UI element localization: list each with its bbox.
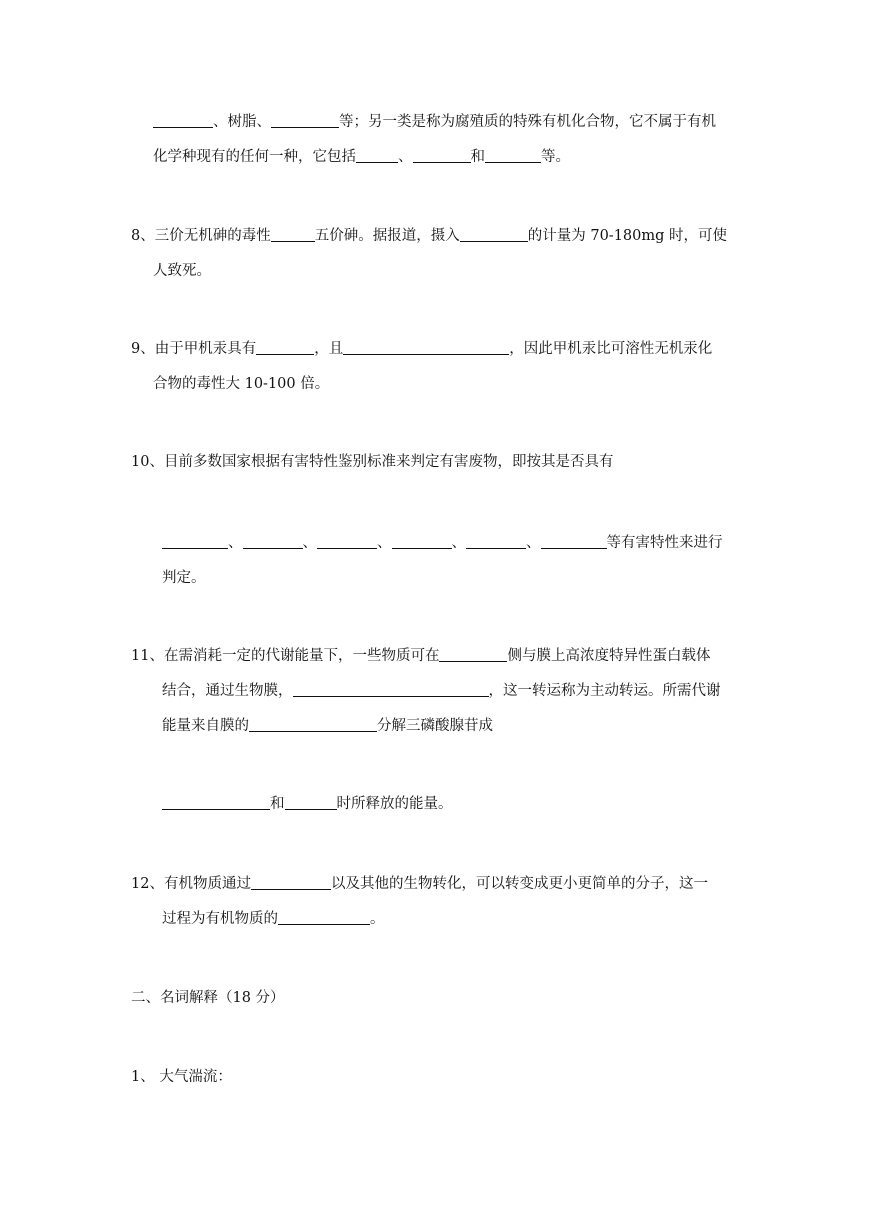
answer-blank[interactable] bbox=[285, 794, 337, 810]
answer-blank[interactable] bbox=[439, 646, 507, 662]
q8-line2: 人致死。 bbox=[153, 263, 211, 279]
answer-blank[interactable] bbox=[541, 533, 607, 549]
answer-blank[interactable] bbox=[271, 226, 315, 242]
q7-line2: 化学种现有的任何一种，它包括 、 和 等。 bbox=[153, 149, 570, 165]
q10-line1: 10、目前多数国家根据有害特性鉴别标准来判定有害废物，即按其是否具有 bbox=[131, 454, 614, 470]
q8-line1: 8、三价无机砷的毒性 五价砷。据报道，摄入 的计量为 70-180mg 时，可使 bbox=[131, 228, 728, 244]
answer-blank[interactable] bbox=[162, 794, 270, 810]
answer-blank[interactable] bbox=[356, 147, 398, 163]
q12-line2: 过程为有机物质的 。 bbox=[162, 911, 385, 927]
q10-line3: 判定。 bbox=[162, 570, 206, 586]
q11-line2: 结合，通过生物膜， ，这一转运称为主动转运。所需代谢 bbox=[162, 683, 721, 699]
q12-line1: 12、有机物质通过 以及其他的生物转化，可以转变成更小更简单的分子，这一 bbox=[131, 876, 708, 892]
q11-line3: 能量来自膜的 分解三磷酸腺苷成 bbox=[162, 718, 493, 734]
answer-blank[interactable] bbox=[243, 533, 303, 549]
q11-line1: 11、在需消耗一定的代谢能量下，一些物质可在 侧与膜上高浓度特异性蛋白载体 bbox=[131, 648, 711, 664]
answer-blank[interactable] bbox=[271, 112, 339, 128]
answer-blank[interactable] bbox=[153, 112, 213, 128]
answer-blank[interactable] bbox=[251, 874, 331, 890]
answer-blank[interactable] bbox=[460, 226, 528, 242]
q7-line1: 、树脂、 等；另一类是称为腐殖质的特殊有机化合物，它不属于有机 bbox=[153, 112, 716, 132]
answer-blank[interactable] bbox=[317, 533, 377, 549]
answer-blank[interactable] bbox=[413, 147, 471, 163]
section-heading: 二、名词解释（18 分） bbox=[131, 990, 285, 1006]
term-item-1: 1、 大气湍流： bbox=[131, 1069, 232, 1085]
q9-line1: 9、由于甲机汞具有 ，且 ，因此甲机汞比可溶性无机汞化 bbox=[131, 341, 713, 357]
answer-blank[interactable] bbox=[485, 147, 541, 163]
answer-blank[interactable] bbox=[278, 909, 370, 925]
q11-line4: 和 时所释放的能量。 bbox=[162, 794, 453, 814]
answer-blank[interactable] bbox=[466, 533, 526, 549]
answer-blank[interactable] bbox=[343, 339, 509, 355]
answer-blank[interactable] bbox=[293, 681, 489, 697]
q9-line2: 合物的毒性大 10-100 倍。 bbox=[153, 376, 330, 392]
answer-blank[interactable] bbox=[256, 339, 314, 355]
answer-blank[interactable] bbox=[162, 533, 228, 549]
answer-blank[interactable] bbox=[392, 533, 452, 549]
q10-line2: 、 、 、 、 、 等有害特性来进行 bbox=[162, 533, 723, 553]
answer-blank[interactable] bbox=[249, 716, 377, 732]
